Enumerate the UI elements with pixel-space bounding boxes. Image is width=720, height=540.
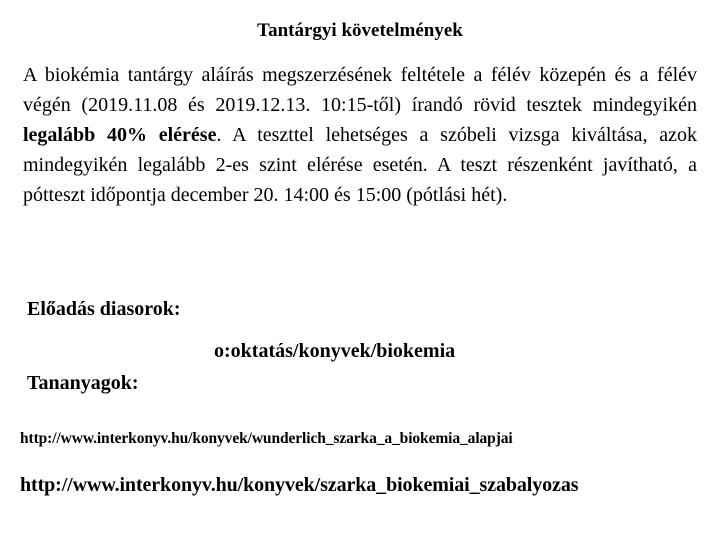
paragraph-text-start: A biokémia tantárgy aláírás megszerzésének feltétele a félév közepén és a félév végén (2019.11.08 és 2019.12.13. 10:15-től) írandó rövid tesztek mindegyikén	[23, 64, 697, 116]
page-title: Tantárgyi követelmények	[257, 20, 463, 41]
requirements-paragraph	[23, 60, 697, 210]
lectures-path: o:oktatás/konyvek/biokemia	[214, 340, 456, 362]
paragraph-bold-text: legalább 40% elérése	[23, 124, 217, 146]
materials-link-2[interactable]: http://www.interkonyv.hu/konyvek/szarka_biokemiai_szabalyozas	[20, 474, 579, 496]
lectures-label: Előadás diasorok:	[27, 298, 181, 320]
materials-link-1[interactable]: http://www.interkonyv.hu/konyvek/wunderlich_szarka_a_biokemia_alapjai	[20, 430, 513, 447]
paragraph-text-end: . A teszttel lehetséges a szóbeli vizsga kiváltása, azok mindegyikén legalább 2-es szint elérése esetén. A teszt részenként javítható, a pótteszt időpontja december 20. 14:00 és 15:00 (pótlási hét).	[23, 124, 697, 206]
materials-label: Tananyagok:	[27, 372, 139, 394]
